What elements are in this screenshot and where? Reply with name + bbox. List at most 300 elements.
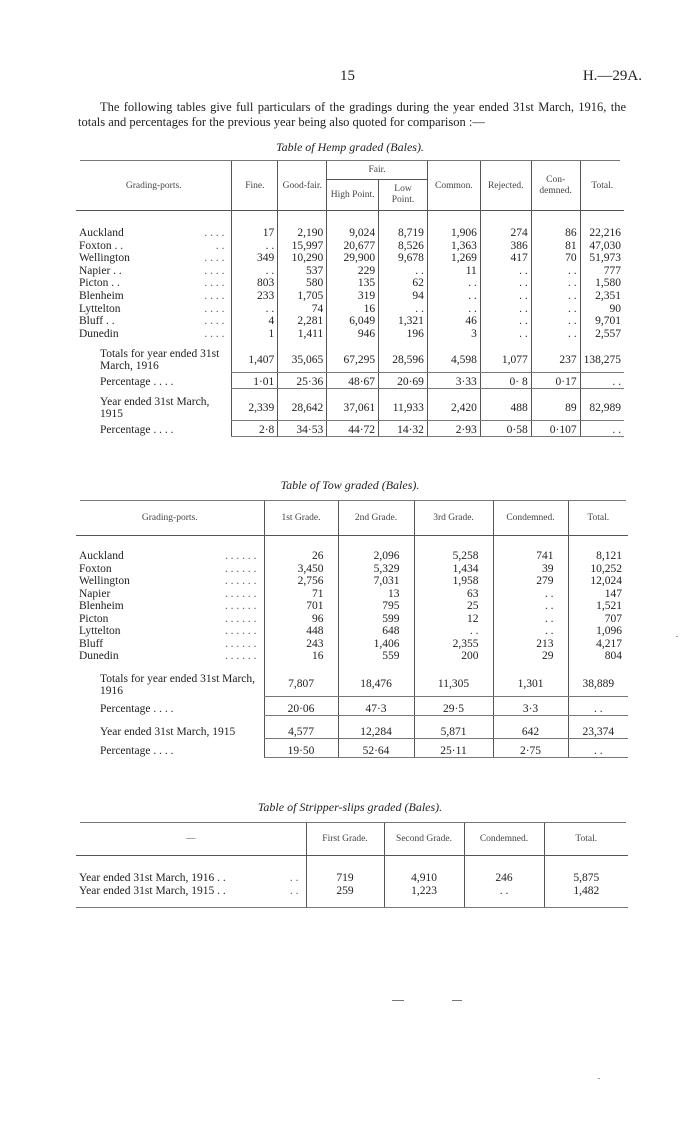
hemp-header-good-fair: Good-fair. xyxy=(278,161,327,211)
stripper-g2-cell: 1,223 xyxy=(384,885,464,898)
port-name: Blenheim xyxy=(79,289,124,302)
tow-condemned-cell: 29 xyxy=(493,650,568,663)
hemp-good-fair-cell: 1,411 xyxy=(278,328,327,341)
port-name: Foxton xyxy=(79,562,112,575)
leader-dots: . . xyxy=(289,872,299,884)
hemp-summary-common: 3·33 xyxy=(427,372,480,388)
table-row xyxy=(76,650,628,663)
tow-port-cell xyxy=(76,575,264,588)
hemp-low-cell: 62 xyxy=(379,277,428,290)
port-name: Lyttelton xyxy=(79,625,121,637)
hemp-summary-total: . . xyxy=(580,372,624,388)
tow-g2-cell: 648 xyxy=(338,625,414,638)
summary-row xyxy=(76,663,628,697)
hemp-fine-cell: . . xyxy=(232,303,278,316)
tow-table-title: Table of Tow graded (Bales). xyxy=(280,478,420,492)
leader-dots: . . . . xyxy=(204,277,225,290)
page-number: 15 xyxy=(340,68,355,84)
intro-text: The following tables give full particulars of the gradings during the year ended 31st March, 1916, the totals and percentages for the previous year being also quoted for comparison :— xyxy=(78,100,626,129)
hemp-low-cell: 8,526 xyxy=(379,240,428,253)
hemp-port-cell xyxy=(76,265,232,278)
table-row xyxy=(76,240,624,253)
tow-summary-condemned: 1,301 xyxy=(493,663,568,697)
hemp-low-cell: 196 xyxy=(379,328,428,341)
hemp-summary-condemned: 0·17 xyxy=(531,372,580,388)
hemp-summary-common: 2,420 xyxy=(427,388,480,420)
tow-total-cell: 147 xyxy=(568,588,628,601)
hemp-common-cell: 3 xyxy=(427,328,480,341)
tow-condemned-cell: . . xyxy=(493,588,568,601)
hemp-fine-cell: 233 xyxy=(232,290,278,303)
stripper-header-second-grade: Second Grade. xyxy=(384,823,464,856)
spacer-cell xyxy=(464,897,544,908)
hemp-low-cell: 8,719 xyxy=(379,211,428,240)
summary-row xyxy=(76,388,624,420)
hemp-good-fair-cell: 537 xyxy=(278,265,327,278)
tow-g2-cell: 5,329 xyxy=(338,563,414,576)
tow-g2-cell: 1,406 xyxy=(338,638,414,651)
tow-g2-cell: 2,096 xyxy=(338,536,414,563)
tow-g1-cell: 16 xyxy=(264,650,338,663)
table-row xyxy=(76,600,628,613)
tow-port-cell xyxy=(76,638,264,651)
hemp-total-cell: 22,216 xyxy=(580,211,624,240)
hemp-summary-common: 2·93 xyxy=(427,420,480,436)
tow-g1-cell: 2,756 xyxy=(264,575,338,588)
tow-g3-cell: 200 xyxy=(414,650,493,663)
hemp-header-high-point: High Point. xyxy=(327,180,379,211)
stripper-g2-cell: 4,910 xyxy=(384,856,464,885)
hemp-summary-fine: 1·01 xyxy=(232,372,278,388)
hemp-low-cell: . . xyxy=(379,303,428,316)
hemp-fine-cell: 17 xyxy=(232,211,278,240)
port-name: Bluff xyxy=(79,637,104,650)
footer-mark-1 xyxy=(392,1000,404,1001)
hemp-common-cell: . . xyxy=(427,277,480,290)
stripper-condemned-cell: . . xyxy=(464,885,544,898)
tow-summary-condemned: 3·3 xyxy=(493,697,568,716)
port-name: Foxton . . xyxy=(79,239,124,252)
tow-g3-cell: 63 xyxy=(414,588,493,601)
tow-summary-g1: 19·50 xyxy=(264,739,338,758)
table-row xyxy=(76,613,628,626)
stripper-g1-cell: 719 xyxy=(306,856,384,885)
summary-row xyxy=(76,697,628,716)
hemp-low-cell: 94 xyxy=(379,290,428,303)
tow-header-third-grade: 3rd Grade. xyxy=(414,501,493,536)
stripper-header-total: Total. xyxy=(544,823,628,856)
hemp-condemned-cell: . . xyxy=(531,328,580,341)
tow-summary-g3: 25·11 xyxy=(414,739,493,758)
tow-g2-cell: 7,031 xyxy=(338,575,414,588)
stripper-label-cell xyxy=(76,885,306,898)
hemp-condemned-cell: . . xyxy=(531,265,580,278)
port-name: Auckland xyxy=(79,550,124,562)
spacer-cell xyxy=(76,897,306,908)
table-row xyxy=(76,625,628,638)
spacer-row xyxy=(76,897,628,908)
hemp-rejected-cell: . . xyxy=(480,315,531,328)
scan-speck xyxy=(598,1078,600,1079)
hemp-fine-cell: 4 xyxy=(232,315,278,328)
hemp-port-cell xyxy=(76,290,232,303)
tow-port-cell xyxy=(76,613,264,626)
hemp-good-fair-cell: 15,997 xyxy=(278,240,327,253)
hemp-summary-fine: 2,339 xyxy=(232,388,278,420)
hemp-high-cell: 319 xyxy=(327,290,379,303)
tow-condemned-cell: 39 xyxy=(493,563,568,576)
stripper-header-condemned: Condemned. xyxy=(464,823,544,856)
hemp-rejected-cell: . . xyxy=(480,265,531,278)
document-reference: H.—29A. xyxy=(582,68,642,84)
hemp-total-cell: 90 xyxy=(580,303,624,316)
tow-total-cell: 4,217 xyxy=(568,638,628,651)
summary-row xyxy=(76,372,624,388)
hemp-header-rejected: Rejected. xyxy=(480,161,531,211)
hemp-high-cell: 20,677 xyxy=(327,240,379,253)
stripper-g1-cell: 259 xyxy=(306,885,384,898)
summary-row xyxy=(76,716,628,739)
leader-dots: . . . . xyxy=(204,227,225,239)
stripper-table xyxy=(76,823,628,908)
table-row xyxy=(76,303,624,316)
hemp-rejected-cell: . . xyxy=(480,303,531,316)
leader-dots: . . . . xyxy=(204,252,225,265)
hemp-condemned-cell: 86 xyxy=(531,211,580,240)
hemp-summary-high: 67,295 xyxy=(327,340,379,372)
hemp-condemned-cell: 81 xyxy=(531,240,580,253)
tow-summary-g3: 5,871 xyxy=(414,716,493,739)
hemp-summary-rejected: 1,077 xyxy=(480,340,531,372)
hemp-header-fine: Fine. xyxy=(232,161,278,211)
tow-total-cell: 707 xyxy=(568,613,628,626)
stripper-label-cell xyxy=(76,856,306,885)
leader-dots: . . . . xyxy=(204,289,225,302)
hemp-fine-cell: 1 xyxy=(232,328,278,341)
tow-summary-g1: 7,807 xyxy=(264,663,338,697)
stripper-table-title: Table of Stripper-slips graded (Bales). xyxy=(257,800,443,814)
tow-table xyxy=(76,501,628,758)
hemp-common-cell: 1,906 xyxy=(427,211,480,240)
leader-dots: . . . . . . xyxy=(224,550,257,562)
hemp-low-cell: 1,321 xyxy=(379,315,428,328)
port-name: Wellington xyxy=(79,252,130,265)
hemp-summary-condemned: 89 xyxy=(531,388,580,420)
tow-summary-label: Year ended 31st March, 1915 xyxy=(100,726,236,738)
tow-header-total: Total. xyxy=(568,501,628,536)
hemp-good-fair-cell: 1,705 xyxy=(278,290,327,303)
hemp-total-cell: 2,351 xyxy=(580,290,624,303)
tow-g2-cell: 13 xyxy=(338,588,414,601)
table-row xyxy=(76,315,624,328)
hemp-fine-cell: . . xyxy=(232,240,278,253)
table-row xyxy=(76,856,628,885)
spacer-cell xyxy=(306,897,384,908)
leader-dots: . . xyxy=(215,239,225,252)
table-row xyxy=(76,290,624,303)
tow-port-cell xyxy=(76,650,264,663)
port-name: Napier . . xyxy=(79,264,122,277)
hemp-summary-low: 14·32 xyxy=(379,420,428,436)
summary-row xyxy=(76,739,628,758)
leader-dots: . . . . . . xyxy=(224,600,257,612)
tow-summary-g1: 4,577 xyxy=(264,716,338,739)
tow-g2-cell: 599 xyxy=(338,613,414,626)
hemp-common-cell: 1,363 xyxy=(427,240,480,253)
summary-row xyxy=(76,340,624,372)
tow-condemned-cell: 213 xyxy=(493,638,568,651)
hemp-summary-low: 28,596 xyxy=(379,340,428,372)
hemp-header-port: Grading-ports. xyxy=(76,161,232,211)
tow-g1-cell: 701 xyxy=(264,600,338,613)
table-row xyxy=(76,638,628,651)
hemp-rejected-cell: . . xyxy=(480,290,531,303)
hemp-rejected-cell: 417 xyxy=(480,252,531,265)
tow-condemned-cell: . . xyxy=(493,613,568,626)
tow-summary-g1: 20·06 xyxy=(264,697,338,716)
hemp-condemned-cell: . . xyxy=(531,290,580,303)
tow-condemned-cell: 741 xyxy=(493,536,568,563)
tow-summary-label: Percentage . . . . xyxy=(100,745,174,757)
table-row xyxy=(76,211,624,240)
tow-port-cell xyxy=(76,588,264,601)
tow-g1-cell: 96 xyxy=(264,613,338,626)
tow-g3-cell: 1,958 xyxy=(414,575,493,588)
tow-g2-cell: 795 xyxy=(338,600,414,613)
hemp-summary-total: 82,989 xyxy=(580,388,624,420)
footer-mark-2 xyxy=(452,1000,462,1001)
hemp-high-cell: 9,024 xyxy=(327,211,379,240)
tow-summary-label: Totals for year ended 31st March, 1916 xyxy=(100,672,256,697)
hemp-summary-label: Percentage . . . . xyxy=(100,423,174,436)
hemp-rejected-cell: 274 xyxy=(480,211,531,240)
hemp-header-total: Total. xyxy=(580,161,624,211)
tow-g1-cell: 26 xyxy=(264,536,338,563)
tow-g3-cell: 25 xyxy=(414,600,493,613)
leader-dots: . . . . xyxy=(204,264,225,277)
hemp-high-cell: 946 xyxy=(327,328,379,341)
hemp-rejected-cell: . . xyxy=(480,328,531,341)
hemp-summary-label: Percentage . . . . xyxy=(100,375,174,388)
stripper-condemned-cell: 246 xyxy=(464,856,544,885)
tow-g3-cell: 12 xyxy=(414,613,493,626)
hemp-good-fair-cell: 74 xyxy=(278,303,327,316)
port-name: Dunedin xyxy=(79,327,119,340)
tow-total-cell: 8,121 xyxy=(568,536,628,563)
tow-g1-cell: 243 xyxy=(264,638,338,651)
summary-row xyxy=(76,420,624,436)
tow-total-cell: 804 xyxy=(568,650,628,663)
hemp-total-cell: 2,557 xyxy=(580,328,624,341)
table-row xyxy=(76,265,624,278)
tow-summary-g2: 52·64 xyxy=(338,739,414,758)
hemp-summary-condemned: 0·107 xyxy=(531,420,580,436)
tow-summary-total: . . xyxy=(568,739,628,758)
table-row xyxy=(76,328,624,341)
port-name: Picton xyxy=(79,612,109,625)
leader-dots: . . . . . . xyxy=(224,637,257,650)
tow-total-cell: 1,521 xyxy=(568,600,628,613)
table-row xyxy=(76,252,624,265)
hemp-high-cell: 6,049 xyxy=(327,315,379,328)
hemp-summary-condemned: 237 xyxy=(531,340,580,372)
tow-total-cell: 12,024 xyxy=(568,575,628,588)
hemp-good-fair-cell: 2,281 xyxy=(278,315,327,328)
table-row xyxy=(76,575,628,588)
hemp-table-title: Table of Hemp graded (Bales). xyxy=(276,140,424,154)
tow-port-cell xyxy=(76,600,264,613)
hemp-total-cell: 777 xyxy=(580,265,624,278)
hemp-summary-rejected: 0·58 xyxy=(480,420,531,436)
table-row xyxy=(76,277,624,290)
tow-port-cell xyxy=(76,563,264,576)
hemp-port-cell xyxy=(76,277,232,290)
intro-paragraph xyxy=(78,100,626,130)
hemp-summary-total: . . xyxy=(580,420,624,436)
tow-g3-cell: 1,434 xyxy=(414,563,493,576)
hemp-port-cell xyxy=(76,328,232,341)
hemp-summary-total: 138,275 xyxy=(580,340,624,372)
tow-condemned-cell: . . xyxy=(493,600,568,613)
hemp-condemned-cell: . . xyxy=(531,303,580,316)
tow-g1-cell: 448 xyxy=(264,625,338,638)
port-name: Wellington xyxy=(79,575,130,587)
leader-dots: . . . . . . xyxy=(224,587,257,600)
hemp-common-cell: . . xyxy=(427,290,480,303)
hemp-summary-common: 4,598 xyxy=(427,340,480,372)
spacer-cell xyxy=(544,897,628,908)
tow-g3-cell: . . xyxy=(414,625,493,638)
tow-g1-cell: 3,450 xyxy=(264,563,338,576)
tow-summary-g3: 11,305 xyxy=(414,663,493,697)
tow-summary-total: 23,374 xyxy=(568,716,628,739)
hemp-summary-high: 44·72 xyxy=(327,420,379,436)
hemp-condemned-cell: . . xyxy=(531,315,580,328)
port-name: Blenheim xyxy=(79,600,124,612)
hemp-port-cell xyxy=(76,252,232,265)
hemp-total-cell: 9,701 xyxy=(580,315,624,328)
hemp-total-cell: 1,580 xyxy=(580,277,624,290)
leader-dots: . . . . . . xyxy=(224,562,257,575)
tow-summary-condemned: 642 xyxy=(493,716,568,739)
tow-summary-condemned: 2·75 xyxy=(493,739,568,758)
hemp-common-cell: 46 xyxy=(427,315,480,328)
tow-g1-cell: 71 xyxy=(264,588,338,601)
port-name: Dunedin xyxy=(79,650,119,662)
hemp-header-common: Common. xyxy=(427,161,480,211)
table-row xyxy=(76,588,628,601)
port-name: Auckland xyxy=(79,227,124,239)
hemp-high-cell: 135 xyxy=(327,277,379,290)
leader-dots: . . xyxy=(289,884,299,897)
tow-summary-g2: 47·3 xyxy=(338,697,414,716)
tow-summary-label: Percentage . . . . xyxy=(100,703,174,715)
row-label: Year ended 31st March, 1915 . . xyxy=(79,884,226,897)
tow-condemned-cell: 279 xyxy=(493,575,568,588)
hemp-fine-cell: 349 xyxy=(232,252,278,265)
port-name: Napier xyxy=(79,587,111,600)
tow-total-cell: 1,096 xyxy=(568,625,628,638)
leader-dots: . . . . xyxy=(204,327,225,340)
hemp-summary-rejected: 488 xyxy=(480,388,531,420)
hemp-rejected-cell: 386 xyxy=(480,240,531,253)
hemp-summary-fine: 2·8 xyxy=(232,420,278,436)
leader-dots: . . . . . . xyxy=(224,650,257,662)
port-name: Lyttelton xyxy=(79,302,121,315)
hemp-summary-label: Totals for year ended 31st March, 1916 xyxy=(100,348,220,373)
hemp-port-cell xyxy=(76,303,232,316)
hemp-common-cell: . . xyxy=(427,303,480,316)
hemp-good-fair-cell: 10,290 xyxy=(278,252,327,265)
hemp-summary-low: 20·69 xyxy=(379,372,428,388)
leader-dots: . . . . . . xyxy=(224,575,257,587)
hemp-low-cell: 9,678 xyxy=(379,252,428,265)
hemp-port-cell xyxy=(76,240,232,253)
stripper-total-cell: 1,482 xyxy=(544,885,628,898)
hemp-low-cell: . . xyxy=(379,265,428,278)
tow-g3-cell: 2,355 xyxy=(414,638,493,651)
hemp-high-cell: 29,900 xyxy=(327,252,379,265)
tow-total-cell: 10,252 xyxy=(568,563,628,576)
hemp-common-cell: 1,269 xyxy=(427,252,480,265)
tow-summary-g2: 12,284 xyxy=(338,716,414,739)
stripper-header-first-grade: First Grade. xyxy=(306,823,384,856)
hemp-total-cell: 47,030 xyxy=(580,240,624,253)
hemp-port-cell xyxy=(76,211,232,240)
row-label: Year ended 31st March, 1916 . . xyxy=(79,872,226,884)
hemp-header-low-point: Low Point. xyxy=(379,180,428,211)
hemp-fine-cell: . . xyxy=(232,265,278,278)
tow-summary-total: . . xyxy=(568,697,628,716)
hemp-high-cell: 229 xyxy=(327,265,379,278)
hemp-rejected-cell: . . xyxy=(480,277,531,290)
table-row xyxy=(76,885,628,898)
tow-g3-cell: 5,258 xyxy=(414,536,493,563)
hemp-table xyxy=(76,161,624,437)
hemp-total-cell: 51,973 xyxy=(580,252,624,265)
tow-summary-g3: 29·5 xyxy=(414,697,493,716)
tow-header-condemned: Condemned. xyxy=(493,501,568,536)
hemp-port-cell xyxy=(76,315,232,328)
hemp-header-fair: Fair. xyxy=(327,161,428,180)
hemp-high-cell: 16 xyxy=(327,303,379,316)
hemp-summary-good-fair: 25·36 xyxy=(278,372,327,388)
hemp-summary-label: Year ended 31st March, 1915 xyxy=(100,396,210,421)
hemp-summary-fine: 1,407 xyxy=(232,340,278,372)
tow-port-cell xyxy=(76,625,264,638)
hemp-summary-rejected: 0· 8 xyxy=(480,372,531,388)
stripper-header-blank: — xyxy=(76,823,306,856)
hemp-condemned-cell: . . xyxy=(531,277,580,290)
tow-condemned-cell: . . xyxy=(493,625,568,638)
spacer-cell xyxy=(384,897,464,908)
leader-dots: . . . . . . xyxy=(224,612,257,625)
table-row xyxy=(76,563,628,576)
leader-dots: . . . . xyxy=(204,315,225,328)
tow-header-first-grade: 1st Grade. xyxy=(264,501,338,536)
hemp-fine-cell: 803 xyxy=(232,277,278,290)
tow-summary-g2: 18,476 xyxy=(338,663,414,697)
tow-header-port: Grading-ports. xyxy=(76,501,264,536)
tow-g2-cell: 559 xyxy=(338,650,414,663)
hemp-common-cell: 11 xyxy=(427,265,480,278)
hemp-summary-good-fair: 28,642 xyxy=(278,388,327,420)
stripper-total-cell: 5,875 xyxy=(544,856,628,885)
hemp-condemned-cell: 70 xyxy=(531,252,580,265)
hemp-summary-high: 37,061 xyxy=(327,388,379,420)
port-name: Bluff . . xyxy=(79,315,115,328)
table-row xyxy=(76,536,628,563)
